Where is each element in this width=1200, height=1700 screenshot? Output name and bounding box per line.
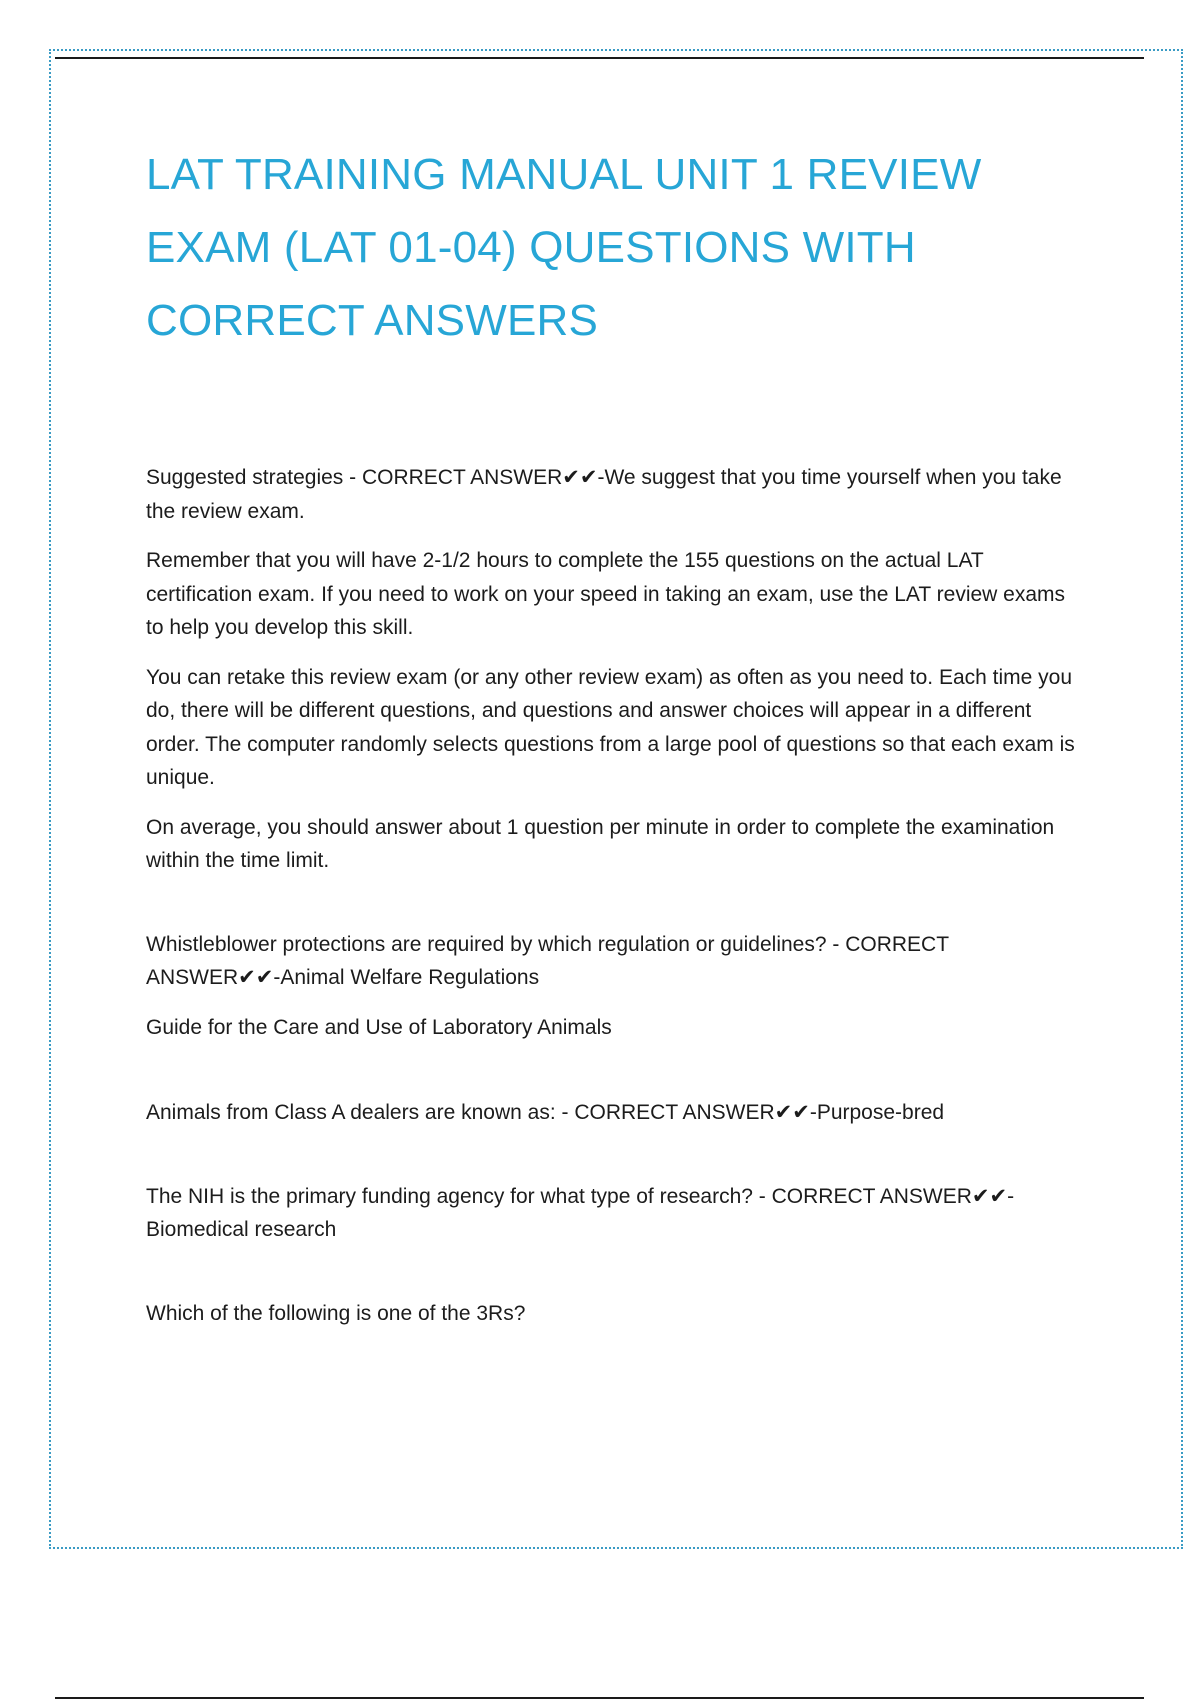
intro-section [146,461,1086,878]
qa-item [146,928,1086,1045]
qa-question-answer: Whistleblower protections are required by which regulation or guidelines? - CORRECT ANSWER✔✔-Animal Welfare Regulations [146,932,949,989]
qa-question-answer: The NIH is the primary funding agency for what type of research? - CORRECT ANSWER✔✔-Biomedical research [146,1184,1015,1241]
footer-rule [55,1697,1144,1699]
intro-paragraph-average: On average, you should answer about 1 question per minute in order to complete the examination within the time limit. [146,815,1055,872]
qa-item [146,1096,1086,1130]
qa-item [146,1180,1086,1247]
intro-paragraph-strategies: Suggested strategies - CORRECT ANSWER✔✔-We suggest that you time yourself when you take the review exam. [146,466,1062,523]
qa-answer-extra: Guide for the Care and Use of Laboratory Animals [146,1015,612,1039]
qa-question: Which of the following is one of the 3Rs? [146,1301,526,1325]
qa-item [146,1297,1086,1331]
intro-paragraph-retake: You can retake this review exam (or any other review exam) as often as you need to. Each time you do, there will be different questions, and questions and answer choices will appear in a different order. The computer randomly selects questions from a large pool of questions so that each exam is unique. [146,665,1075,789]
qa-question-answer: Animals from Class A dealers are known as: - CORRECT ANSWER✔✔-Purpose-bred [146,1101,945,1124]
document-body [146,138,1086,1346]
intro-paragraph-time: Remember that you will have 2-1/2 hours to complete the 155 questions on the actual LAT certification exam. If you need to work on your speed in taking an exam, use the LAT review exams to help you develop this skill. [146,549,1066,639]
document-title: LAT TRAINING MANUAL UNIT 1 REVIEW EXAM (LAT 01-04) QUESTIONS WITH CORRECT ANSWERS [146,150,982,345]
